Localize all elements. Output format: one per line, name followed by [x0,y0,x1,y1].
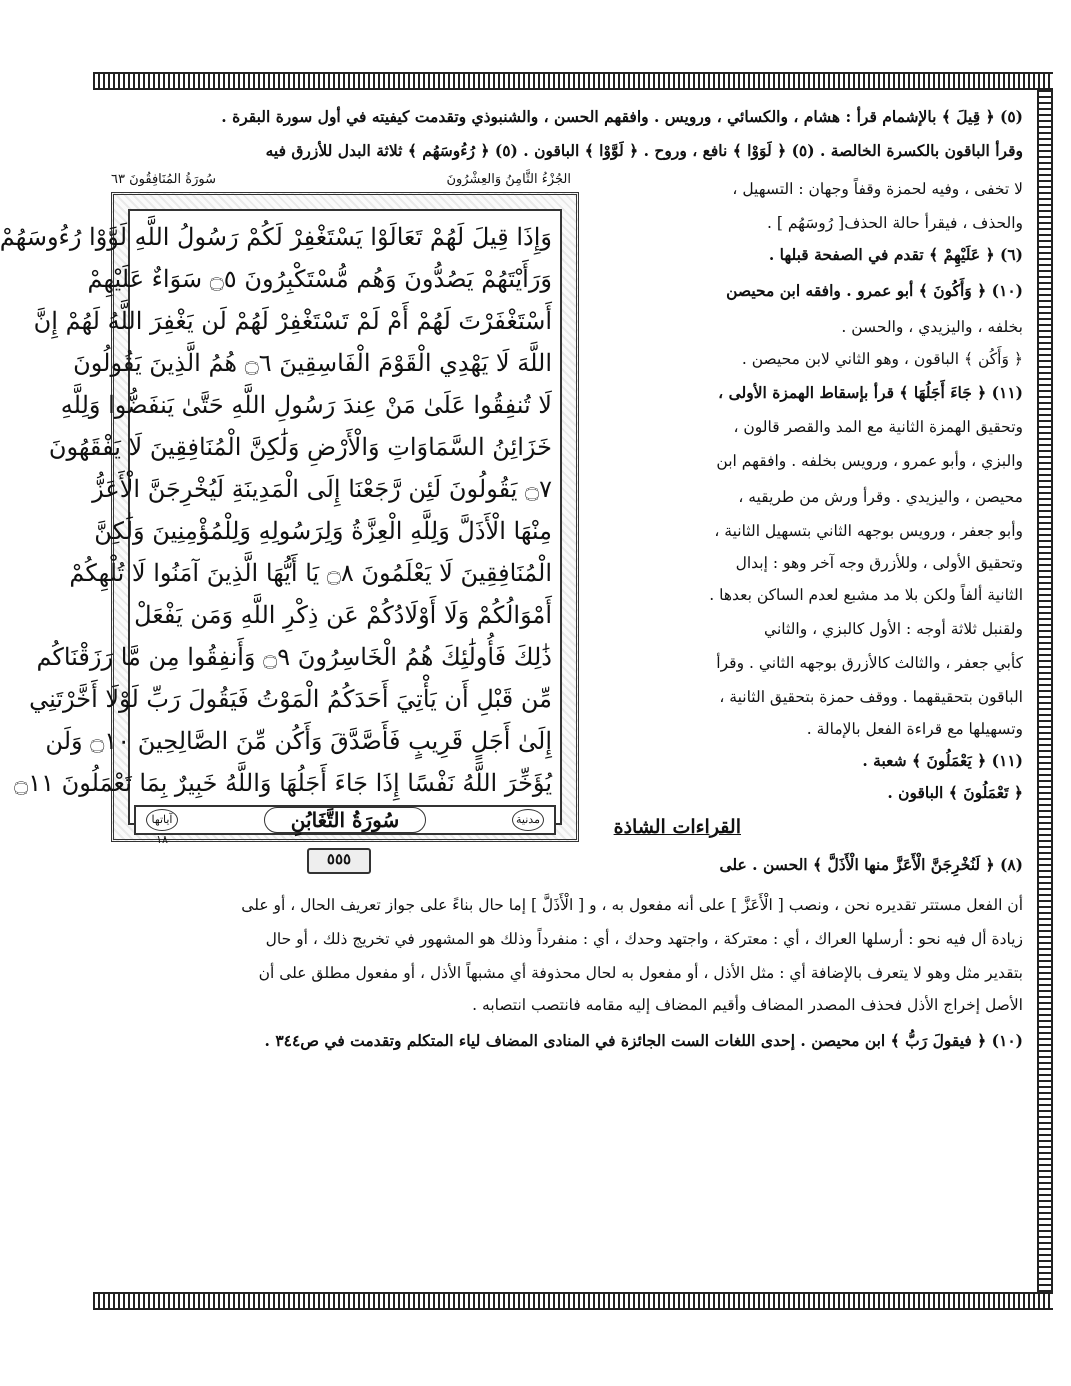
verse-count-cartouche: آياتها ١٨ [146,809,178,831]
verse-line: خَزَائِنُ السَّمَاوَاتِ وَالْأَرْضِ وَلَٰكِنَّ الْمُنَافِقِينَ لَا يَفْقَهُونَ [48,433,552,461]
verse-line: وَإِذَا قِيلَ لَهُمْ تَعَالَوْا يَسْتَغْفِرْ لَكُمْ رَسُولُ اللَّهِ لَوَّوْا رُءُوسَهُمْ [0,223,552,251]
side-line: وتسهيلها مع قراءة الفعل بالإمالة . [806,720,1023,738]
commentary-line: زيادة أل فيه نحو : أرسلها العراك ، أي : معتركة ، واجتهد وحدك ، أي : منفرداً وذلك هو المشهور في تخريج ذلك ، أو حال [265,930,1023,948]
verse-line: أَمْوَالُكُمْ وَلَا أَوْلَادُكُمْ عَن ذِكْرِ اللَّهِ وَمَن يَفْعَلْ [134,601,552,629]
side-line: الثانية ألفاً ولكن بلا مد مشبع لعدم الساكن بعدها . [709,586,1023,604]
side-line: كأبي جعفر ، والثالث كالأزرق بوجهه الثاني . وقرأ [716,654,1023,672]
mushaf-header [111,168,571,190]
surah-type-cartouche: مدنية [512,809,544,831]
side-line: ﴿ وَأَكُن ﴾ الباقون ، وهو الثاني لابن محيصن . [741,350,1023,368]
side-line: محيصن ، واليزيدي . وقرأ ورش من طريقيه ، [738,488,1023,506]
surah-label: سُورَةُ المُنَافِقُونَ ٦٣ [111,171,216,187]
juz-label: الجُزْءُ الثَّامِنُ وَالعِشْرُونَ [446,171,571,187]
mushaf-frame [0,192,579,846]
side-line: بخلفه ، واليزيدي ، والحسن . [841,318,1023,336]
mushaf-page-number: ٥٥٥ [307,848,371,874]
side-line: (٦) ﴿ عَلَيْهِمْ ﴾ تقدم في الصفحة قبلها . [768,245,1023,264]
verse-line: ذَٰلِكَ فَأُولَٰئِكَ هُمُ الْخَاسِرُونَ ۝٩ وَأَنفِقُوا مِن مَّا رَزَقْنَاكُم [36,643,552,671]
right-border-ornament [1037,90,1053,1292]
commentary-line: أن الفعل مستتر تقديره نحن ، ونصب [ الْأَعَزَّ ] على أنه مفعول به ، و [ الْأَذَلَّ ] إما حال بناءً على جواز تعريف الحال ، أو على [241,896,1023,914]
verse-line: إِلَىٰ أَجَلٍ قَرِيبٍ فَأَصَّدَّقَ وَأَكُن مِّنَ الصَّالِحِينَ ۝١٠ وَلَن [45,727,552,755]
bottom-border-ornament [93,1292,1053,1310]
verse-line: اللَّهَ لَا يَهْدِي الْقَوْمَ الْفَاسِقِينَ ۝٦ هُمُ الَّذِينَ يَقُولُونَ [73,349,552,377]
verse-line: مِّن قَبْلِ أَن يَأْتِيَ أَحَدَكُمُ الْمَوْتُ فَيَقُولَ رَبِّ لَوْلَا أَخَّرْتَنِي [29,685,552,713]
verse-line: يُؤَخِّرَ اللَّهُ نَفْسًا إِذَا جَاءَ أَجَلُهَا وَاللَّهُ خَبِيرٌ بِمَا تَعْمَلُونَ ۝١١ [14,769,552,797]
commentary-line: الأصل إخراج الأذل فحذف المصدر المضاف وأقيم المضاف إليه مقامه فانتصب انتصابه . [472,996,1023,1014]
verse-line: لَا تُنفِقُوا عَلَىٰ مَنْ عِندَ رَسُولِ اللَّهِ حَتَّىٰ يَنفَضُّوا وَلِلَّهِ [60,391,552,419]
section-heading: القراءات الشاذة [613,816,741,838]
verse-line: الْمُنَافِقِينَ لَا يَعْلَمُونَ ۝٨ يَا أَيُّهَا الَّذِينَ آمَنُوا لَا تُلْهِكُمْ [69,559,552,587]
verse-line: أَسْتَغْفَرْتَ لَهُمْ أَمْ لَمْ تَسْتَغْفِرْ لَهُمْ لَن يَغْفِرَ اللَّهُ لَهُمْ إِنَّ [33,307,552,335]
side-line: وأبو جعفر ، ورويس بوجهه الثاني بتسهيل الثانية ، [714,522,1023,540]
commentary-line: (٥) ﴿ قِيلَ ﴾ بالإشمام قرأ : هشام ، والكسائي ، ورويس . وافقهم الحسن ، والشنبوذي وتقدمت كيفيته في أول سورة البقرة . [221,107,1023,126]
top-border-ornament [93,72,1053,90]
side-line: (١٠) ﴿ وَأَكُونَ ﴾ أبو عمرو . وافقه ابن محيصن [726,281,1023,300]
surah-title: سُورَةُ التَّغَابُنِ [264,807,426,833]
side-line: (١١) ﴿ يَعْمَلُونَ ﴾ شعبة . [862,751,1023,770]
surah-title-band [134,805,556,846]
verse-line: ۝٧ يَقُولُونَ لَئِن رَّجَعْنَا إِلَى الْمَدِينَةِ لَيُخْرِجَنَّ الْأَعَزُّ [92,475,552,503]
commentary-line: (١٠) ﴿ فيقولَ رَبُّ ﴾ ابن محيصن . إحدى اللغات الست الجائزة في المنادى المضاف لياء المتكلم وتقدمت في ص٣٤٤ . [264,1031,1023,1050]
side-line: لا تخفى ، وفيه لحمزة وقفاً وجهان : التسهيل ، [732,180,1023,198]
side-line: والحذف ، فيقرأ حالة الحذف[ رُوسَهُم ] . [766,214,1023,232]
side-line: (١١) ﴿ جَاءَ أَجَلُهَا ﴾ قرأ بإسقاط الهمزة الأولى ، [718,383,1023,402]
commentary-line: بتقدير مثل وهو لا يتعرف بالإضافة أي : مثل الأذل ، أو مفعول به لحال محذوفة أي مشبهاً الأذل ، أو مفعول مطلق على أن [258,964,1023,982]
commentary-line: وقرأ الباقون بالكسرة الخالصة . (٥) ﴿ لَوَوْا ﴾ نافع ، وروح . ﴿ لَوَّوْا ﴾ الباقون . (٥) ﴿ رُءُوسَهُم ﴾ ثلاثة البدل للأزرق فيه [265,141,1023,160]
side-line: والبزي ، وأبو عمرو ، ورويس بخلفه . وافقهم ابن [716,452,1023,470]
verse-line: مِنْهَا الْأَذَلَّ وَلِلَّهِ الْعِزَّةُ وَلِرَسُولِهِ وَلِلْمُؤْمِنِينَ وَلَٰكِنَّ [94,517,552,545]
verse-line: وَرَأَيْتَهُمْ يَصُدُّونَ وَهُم مُّسْتَكْبِرُونَ ۝٥ سَوَاءٌ عَلَيْهِمْ [87,265,552,293]
side-line: ﴿ تَعْمَلُونَ ﴾ الباقون . [887,783,1023,802]
side-line: ولقنبل ثلاثة أوجه : الأول كالبزي ، والثاني [764,620,1023,638]
side-line: (٨) ﴿ لَنُخْرِجَنَّ الْأَعَزَّ منها الْأَذَلَّ ﴾ الحسن . على [719,855,1023,874]
side-line: وتحقيق الأولى ، وللأزرق وجه آخر وهو : إبدال [735,554,1023,572]
side-line: الباقون بتحقيقهما . ووقف حمزة بتحقيق الثانية ، [719,688,1023,706]
mushaf-text-box [0,209,562,825]
side-line: وتحقيق الهمزة الثانية مع المد والقصر قالون ، [733,418,1023,436]
